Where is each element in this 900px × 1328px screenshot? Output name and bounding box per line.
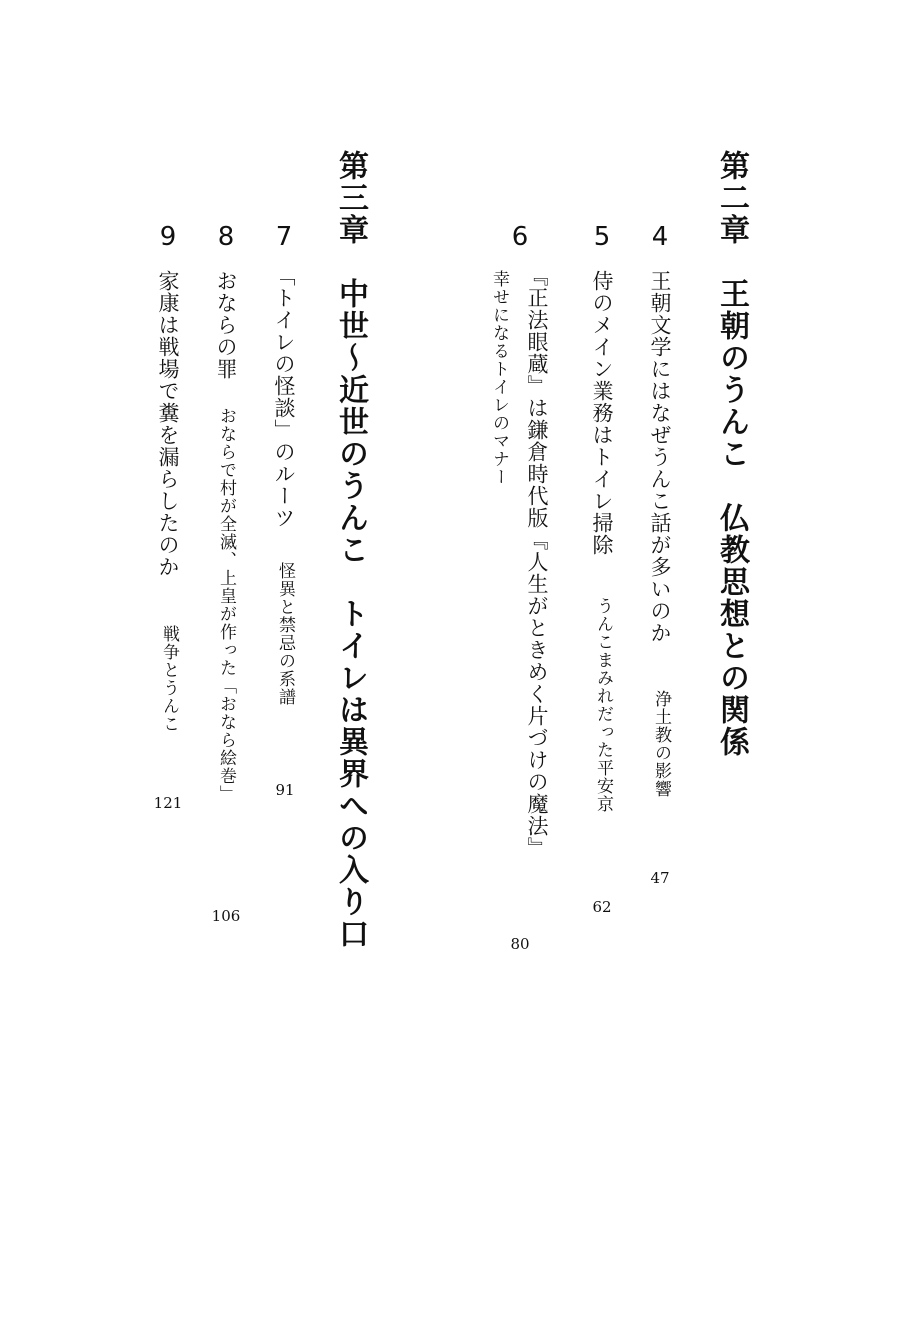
entry-subtitle: おならで村が全滅、上皇が作った「おなら絵巻」 [216,407,236,803]
page-number: 121 [153,794,183,812]
entry-number: 6 [511,222,529,252]
entry-number: 5 [593,222,611,252]
entry-title: 家康は戦場で糞を漏らしたのか [156,270,180,578]
entry-title: 「トイレの怪談」のルーツ [272,265,296,529]
page-number: 106 [211,907,241,925]
page-number: 62 [592,898,612,916]
entry-subtitle: うんこまみれだった平安京 [593,597,613,813]
entry-title: 王朝文学にはなぜうんこ話が多いのか [648,270,672,644]
chapter-heading-3: 第三章 中世〜近世のうんこ トイレは異界への入り口 [333,150,368,950]
entry-number: 8 [217,222,235,252]
entry-number: 4 [651,222,669,252]
page-number: 80 [510,935,530,953]
entry-number: 7 [275,222,293,252]
page-number: 91 [275,781,295,799]
entry-title: 『正法眼蔵』は鎌倉時代版『人生がときめく片づけの魔法』 [525,265,549,859]
entry-subtitle: 幸せになるトイレのマナー [489,270,509,486]
entry-title: 侍のメイン業務はトイレ掃除 [590,270,614,556]
chapter-heading-2: 第二章 王朝のうんこ 仏教思想との関係 [714,150,749,758]
entry-subtitle: 戦争とうんこ [159,625,179,733]
entry-subtitle: 怪異と禁忌の系譜 [275,562,295,706]
entry-title: おならの罪 [214,270,238,380]
page-number: 47 [650,869,670,887]
entry-subtitle: 浄土教の影響 [651,690,671,798]
entry-number: 9 [159,222,177,252]
